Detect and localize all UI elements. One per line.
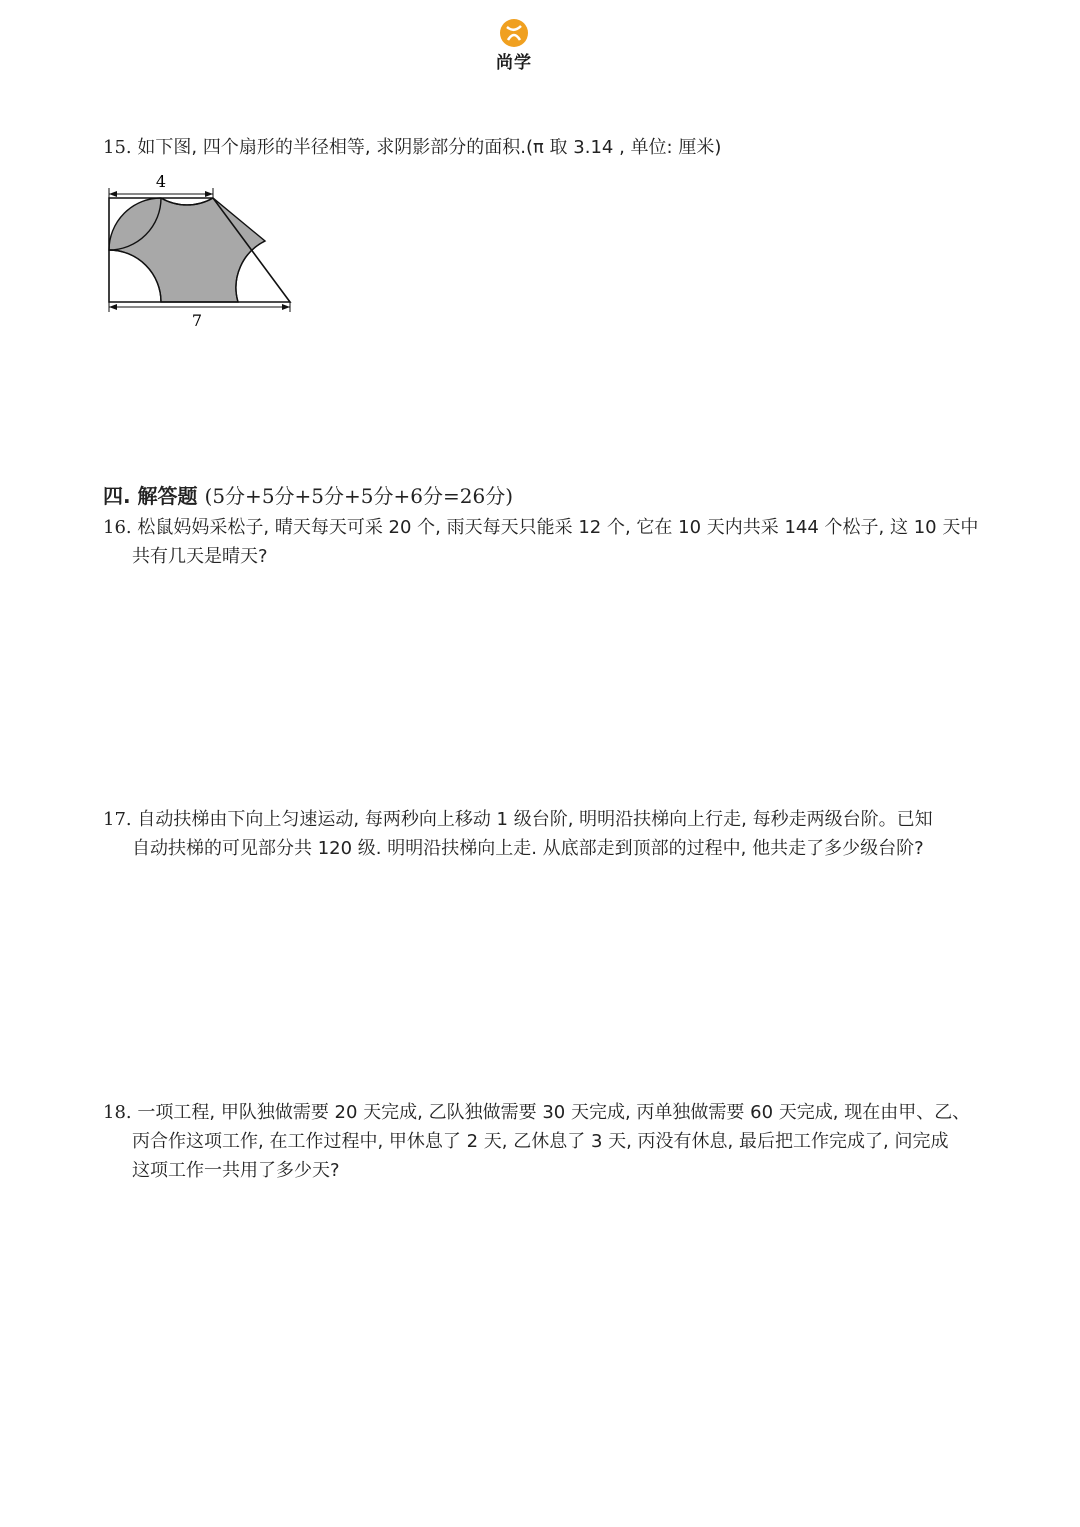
question-18 (103, 1098, 983, 1185)
question-line: 自动扶梯的可见部分共 120 级. 明明沿扶梯向上走. 从底部走到顶部的过程中, 他共走了多少级台阶? (132, 838, 924, 859)
question-text: 如下图, 四个扇形的半径相等, 求阴影部分的面积.(π 取 3.14 , 单位: 厘米) (137, 137, 722, 158)
question-number: 16. (103, 517, 132, 538)
trapezoid-diagram (100, 170, 300, 330)
question-line: 共有几天是晴天? (132, 546, 268, 567)
question-line: 丙合作这项工作, 在工作过程中, 甲休息了 2 天, 乙休息了 3 天, 丙没有休息, 最后把工作完成了, 问完成 (132, 1131, 949, 1152)
section-points: (5分+5分+5分+5分+6分=26分) (204, 484, 513, 508)
logo-text: 尚学 (496, 53, 532, 73)
question-15 (103, 133, 983, 162)
bottom-length-label: 7 (191, 311, 203, 330)
question-16 (103, 513, 983, 571)
question-line: 一项工程, 甲队独做需要 20 天完成, 乙队独做需要 30 天完成, 丙单独做需要 60 天完成, 现在由甲、乙、 (137, 1102, 971, 1123)
question-17 (103, 805, 983, 863)
section-heading (103, 480, 513, 509)
section-title: 四. 解答题 (103, 484, 198, 508)
question-line: 自动扶梯由下向上匀速运动, 每两秒向上移动 1 级台阶, 明明沿扶梯向上行走, 每秒走两级台阶。已知 (137, 809, 933, 830)
logo (487, 18, 541, 73)
question-line: 松鼠妈妈采松子, 晴天每天可采 20 个, 雨天每天只能采 12 个, 它在 10 天内共采 144 个松子, 这 10 天中 (137, 517, 979, 538)
logo-icon (499, 18, 529, 48)
trapezoid-figure (100, 170, 300, 334)
question-number: 15. (103, 137, 132, 158)
question-line: 这项工作一共用了多少天? (132, 1160, 340, 1181)
question-number: 17. (103, 809, 132, 830)
question-number: 18. (103, 1102, 132, 1123)
top-length-label: 4 (155, 172, 167, 191)
